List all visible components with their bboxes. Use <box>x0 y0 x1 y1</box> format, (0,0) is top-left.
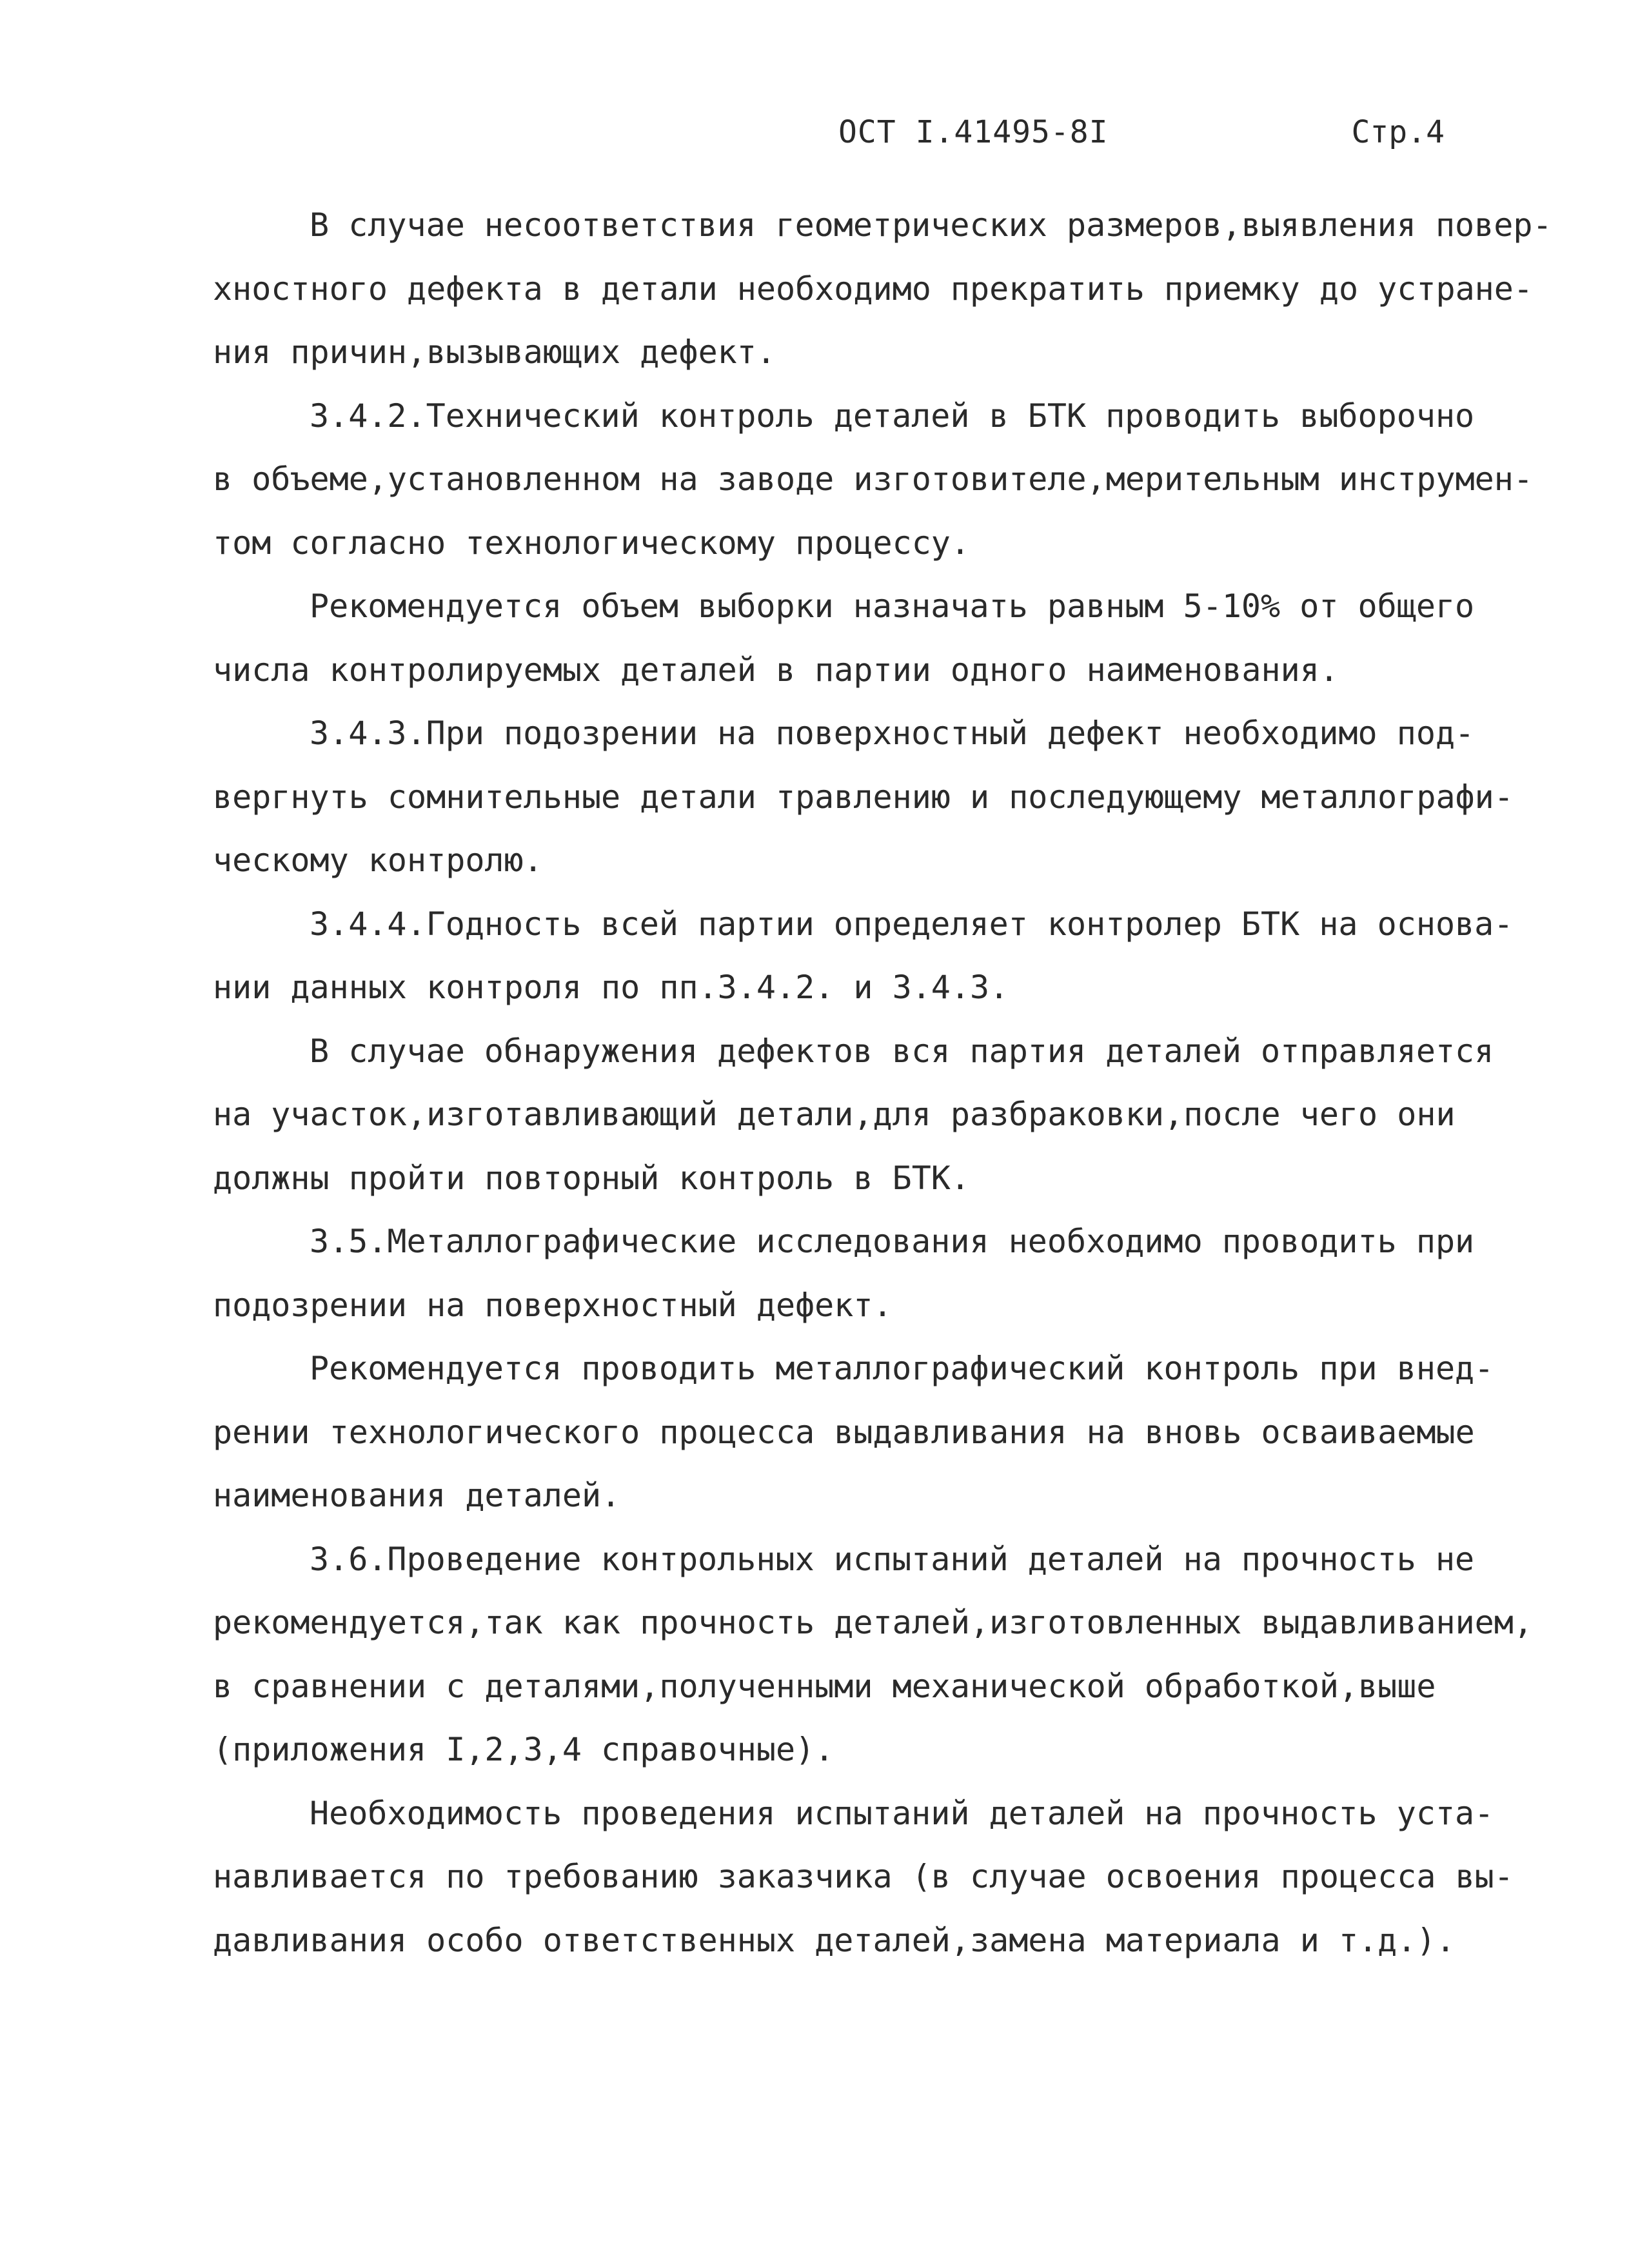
text-line: 3.4.2.Технический контроль деталей в БТК проводить выборочно <box>310 397 1475 435</box>
text-line: подозрении на поверхностный дефект. <box>213 1286 893 1324</box>
text-line: 3.4.3.При подозрении на поверхностный дефект необходимо под- <box>310 715 1475 752</box>
text-line: (приложения I,2,3,4 справочные). <box>213 1731 834 1768</box>
text-line: В случае несоответствия геометрических размеров,выявления повер- <box>310 206 1552 244</box>
text-line: 3.4.4.Годность всей партии определяет контролер БТК на основа- <box>310 905 1514 943</box>
text-line: в сравнении с деталями,полученными механической обработкой,выше <box>213 1667 1436 1705</box>
text-line: Рекомендуется проводить металлографический контроль при внед- <box>310 1350 1494 1387</box>
paragraph-intro-defect <box>213 193 1574 384</box>
text-line: В случае обнаружения дефектов вся партия деталей отправляется <box>310 1032 1494 1070</box>
paragraph-strength-testing <box>213 1782 1574 1973</box>
text-line: 3.6.Проведение контрольных испытаний деталей на прочность не <box>310 1540 1475 1578</box>
text-line: Рекомендуется объем выборки назначать равным 5-10% от общего <box>310 587 1475 625</box>
text-line: рекомендуется,так как прочность деталей,изготовленных выдавливанием, <box>213 1604 1533 1641</box>
text-line: нии данных контроля по пп.3.4.2. и 3.4.3. <box>213 969 1009 1006</box>
text-line: ческому контролю. <box>213 842 543 879</box>
paragraph-3-4-4 <box>213 892 1574 1020</box>
paragraph-sample-size <box>213 575 1574 702</box>
paragraph-defects-found <box>213 1020 1574 1210</box>
text-line: наименования деталей. <box>213 1477 621 1514</box>
text-line: давливания особо ответственных деталей,замена материала и т.д.). <box>213 1921 1456 1959</box>
text-line: хностного дефекта в детали необходимо прекратить приемку до устране- <box>213 270 1533 308</box>
text-line: 3.5.Металлографические исследования необходимо проводить при <box>310 1223 1475 1260</box>
text-line: числа контролируемых деталей в партии одного наименования. <box>213 651 1339 689</box>
document-code: ОСТ I.41495-8I <box>838 114 1109 150</box>
text-line: том согласно технологическому процессу. <box>213 524 970 562</box>
text-line: в объеме,установленном на заводе изготовителе,мерительным инструмен- <box>213 460 1533 498</box>
paragraph-metallographic-recommendation <box>213 1337 1574 1528</box>
paragraph-3-6 <box>213 1528 1574 1782</box>
text-line: рении технологического процесса выдавливания на вновь осваиваемые <box>213 1413 1475 1451</box>
paragraph-3-4-2 <box>213 384 1574 575</box>
text-line: должны пройти повторный контроль в БТК. <box>213 1159 970 1197</box>
page-number: Стр.4 <box>1351 114 1445 150</box>
text-line: ния причин,вызывающих дефект. <box>213 333 776 371</box>
text-line: вергнуть сомнительные детали травлению и последующему металлографи- <box>213 778 1514 816</box>
text-line: на участок,изготавливающий детали,для разбраковки,после чего они <box>213 1096 1456 1133</box>
text-line: навливается по требованию заказчика (в случае освоения процесса вы- <box>213 1858 1514 1895</box>
paragraph-3-4-3 <box>213 702 1574 892</box>
paragraph-3-5 <box>213 1210 1574 1337</box>
page-header <box>838 106 1457 158</box>
document-body <box>213 193 1574 1972</box>
text-line: Необходимость проведения испытаний деталей на прочность уста- <box>310 1794 1494 1832</box>
